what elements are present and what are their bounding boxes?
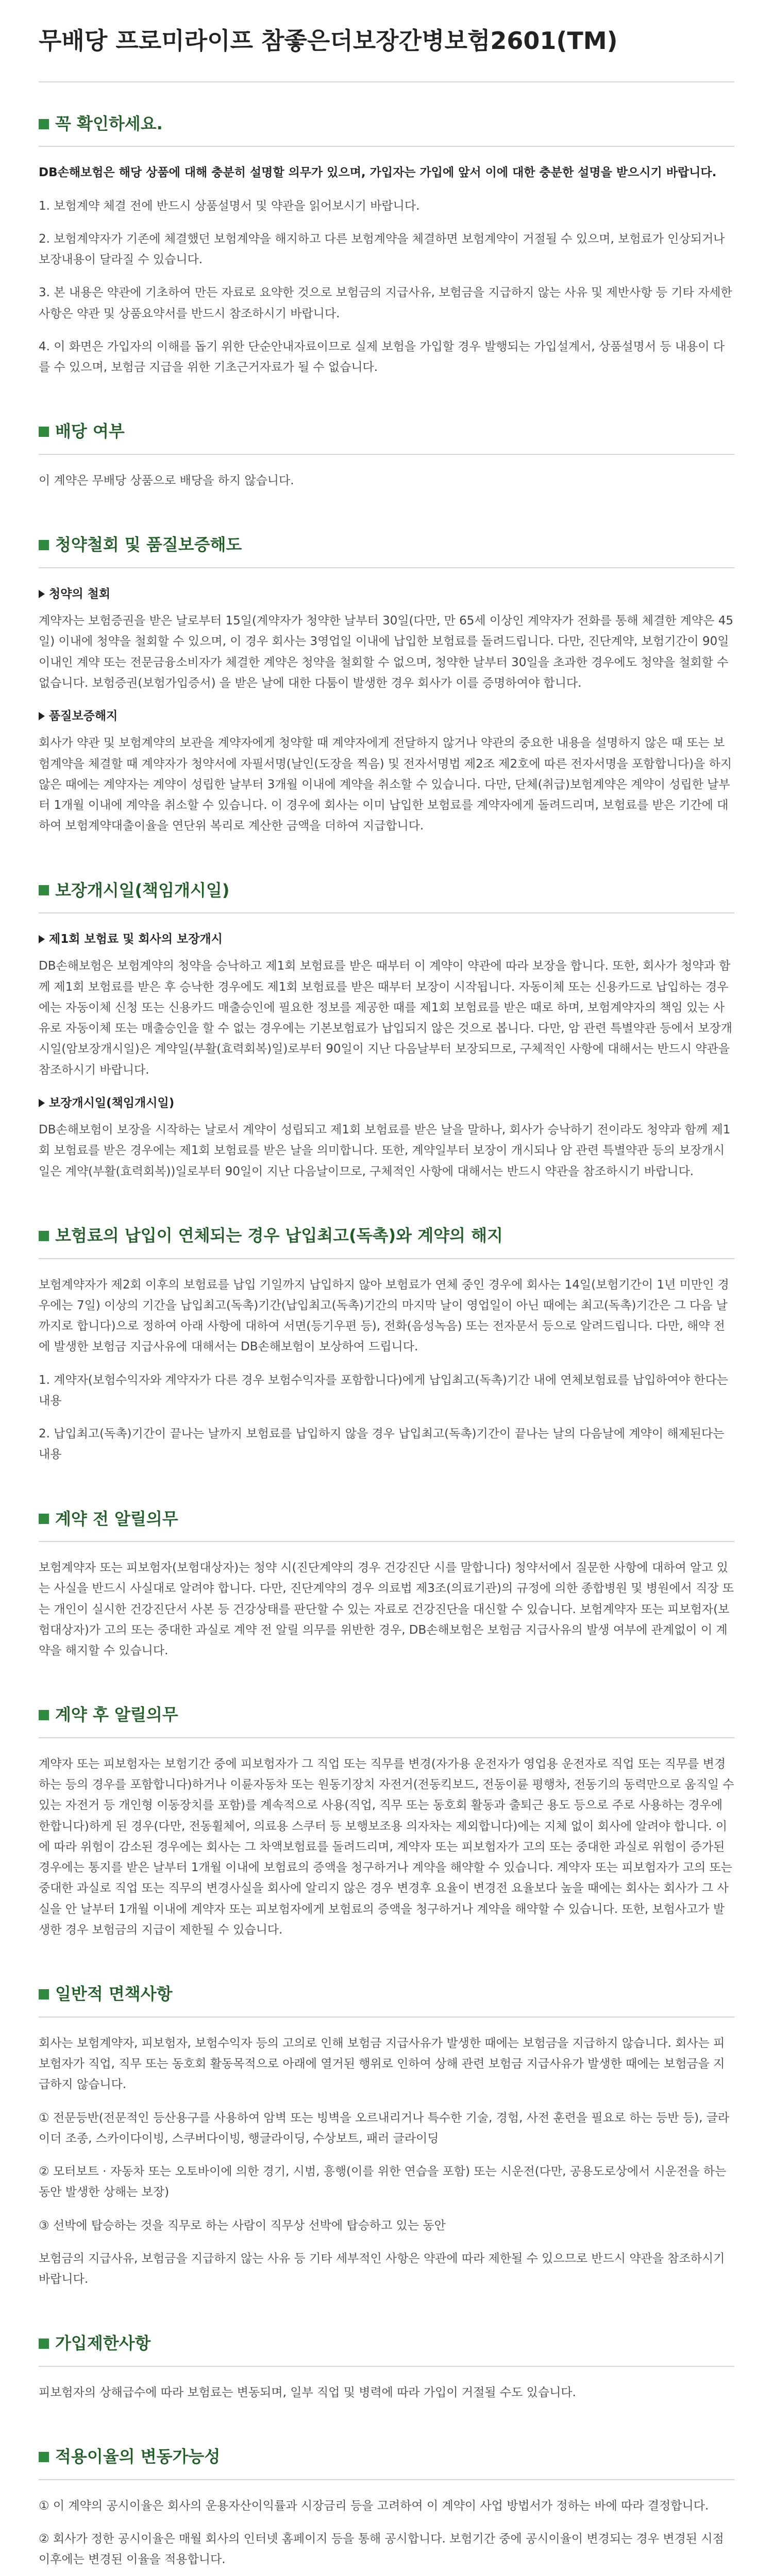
paragraph: DB손해보험은 보험계약의 청약을 승낙하고 제1회 보험료를 받은 때부터 이 계약이 약관에 따라 보장을 합니다. 또한, 회사가 청약과 함께 제1회 보험료를 받은 후 승낙한 경우에도 제1회 보험료를 받은 때부터 보장이 시작됩니다. 자동이체 또는 신용카드로 납입하는 경우에는 자동이체 신청 또는 신용카드 매출승인에 필요한 정보를 제공한 때를 제1회 보험료를 받은 때로 하며, 보험계약자의 책임 있는 사유로 자동이체 또는 매출승인을 할 수 없는 경우에는 기본보험료가 납입되지 않은 것으로 봅니다. 다만, 암 관련 특별약관 등에서 보장개시일(암보장개시일)은 계약일(부활(효력회복)일)로부터 90일이 지난 다음날부터 보장되므로, 구체적인 사항에 대해서는 반드시 약관을 참조하시기 바랍니다. <box>39 959 732 1077</box>
square-bullet-icon <box>39 119 49 129</box>
section-post-notice <box>39 1673 734 1940</box>
paragraph: DB손해보험은 해당 상품에 대해 충분히 설명할 의무가 있으며, 가입자는 가입에 앞서 이에 대한 충분한 설명을 받으시기 바랍니다. <box>39 166 717 180</box>
divider <box>39 1737 734 1738</box>
section-dividend <box>39 390 734 491</box>
paragraph: 1. 계약자(보험수익자와 계약자가 다른 경우 보험수익자를 포함합니다)에게 납입최고(독촉)기간 내에 연체보험료를 납입하여야 한다는 내용 <box>39 1373 729 1408</box>
divider <box>39 1258 734 1259</box>
paragraph: ① 전문등반(전문적인 등산용구를 사용하여 암벽 또는 빙벽을 오르내리거나 특수한 기술, 경험, 사전 훈련을 필요로 하는 등반 등), 글라이더 조종, 스카이다이빙, 스쿠버다이빙, 행글라이딩, 수상보트, 패러 글라이딩 <box>39 2111 730 2145</box>
section-title: 보험료의 납입이 연체되는 경우 납입최고(독촉)와 계약의 해지 <box>55 1225 503 1245</box>
square-bullet-icon <box>39 2452 49 2462</box>
sub-heading <box>39 706 734 726</box>
paragraph: ① 이 계약의 공시이율은 회사의 운용자산이익률과 시장금리 등을 고려하여 이 계약이 사업 방법서가 정하는 바에 따라 결정합니다. <box>39 2499 709 2513</box>
square-bullet-icon <box>39 1514 49 1524</box>
sub-heading <box>39 584 734 604</box>
paragraph: ③ 선박에 탑승하는 것을 직무로 하는 사람이 직무상 선박에 탑승하고 있는 동안 <box>39 2218 446 2232</box>
divider <box>39 567 734 568</box>
section-confirm <box>39 82 734 378</box>
section-title: 청약철회 및 품질보증해도 <box>55 535 242 555</box>
paragraph: 3. 본 내용은 약관에 기초하여 만든 자료로 요약한 것으로 보험금의 지급사유, 보험금을 지급하지 않는 사유 및 제반사항 등 기타 자세한 사항은 약관 및 상품요약서를 반드시 참조하시기 바랍니다. <box>39 286 732 320</box>
section-title: 꼭 확인하세요. <box>55 113 163 133</box>
section-head <box>39 2333 734 2354</box>
section-title: 계약 후 알릴의무 <box>55 1705 178 1725</box>
section-rate-change <box>39 2415 734 2570</box>
paragraph: ② 모터보트 · 자동차 또는 오토바이에 의한 경기, 시범, 흥행(이를 위한 연습을 포함) 또는 시운전(다만, 공용도로상에서 시운전을 하는 동안 발생한 상해는 보장) <box>39 2165 727 2199</box>
triangle-bullet-icon <box>39 1099 45 1107</box>
triangle-bullet-icon <box>39 590 45 598</box>
triangle-bullet-icon <box>39 712 45 720</box>
section-head <box>39 1704 734 1726</box>
divider <box>39 1541 734 1542</box>
section-withdrawal <box>39 503 734 836</box>
section-exemption <box>39 1953 734 2290</box>
paragraph: 2. 납입최고(독촉)기간이 끝나는 날까지 보험료를 납입하지 않을 경우 납입최고(독촉)기간이 끝나는 날의 다음날에 계약이 해제된다는 내용 <box>39 1427 725 1462</box>
section-title: 계약 전 알릴의무 <box>55 1509 178 1529</box>
section-head <box>39 880 734 902</box>
paragraph: 이 계약은 무배당 상품으로 배당을 하지 않습니다. <box>39 473 294 487</box>
section-title: 보장개시일(책임개시일) <box>55 880 230 900</box>
sub-heading-label: 보장개시일(책임개시일) <box>49 1096 175 1110</box>
divider <box>39 912 734 913</box>
paragraph: ② 회사가 정한 공시이율은 매월 회사의 인터넷 홈페이지 등을 통해 공시합니다. 보험기간 중에 공시이율이 변경되는 경우 변경된 시점 이후에는 변경된 이율을 적용합니다. <box>39 2532 724 2567</box>
section-head <box>39 2446 734 2468</box>
paragraph: 4. 이 화면은 가입자의 이해를 돕기 위한 단순안내자료이므로 실제 보험을 가입할 경우 발행되는 가입설계서, 상품설명서 등 내용이 다를 수 있으며, 보험금 지급을 위한 기초근거자료가 될 수 없습니다. <box>39 340 725 375</box>
sub-heading-label: 청약의 철회 <box>49 587 111 601</box>
paragraph: 보험계약자 또는 피보험자(보험대상자)는 청약 시(진단계약의 경우 건강진단 시를 말합니다) 청약서에서 질문한 사항에 대하여 알고 있는 사실을 반드시 사실대로 알려야 합니다. 다만, 진단계약의 경우 의료법 제3조(의료기관)의 규정에 의한 종합병원 및 병원에서 직장 또는 개인이 실시한 건강진단서 사본 등 건강상태를 판단할 수 있는 자료로 건강진단을 대신할 수 있습니다. 보험계약자 또는 피보험자(보험대상자)가 고의 또는 중대한 과실로 계약 전 알릴 의무를 위반한 경우, DB손해보험은 보험금 지급사유의 발생 여부에 관계없이 이 계약을 해지할 수 있습니다. <box>39 1561 734 1658</box>
square-bullet-icon <box>39 540 49 550</box>
page-title: 무배당 프로미라이프 참좋은더보장간병보험2601(TM) <box>39 21 734 82</box>
paragraph: DB손해보험이 보장을 시작하는 날로서 계약이 성립되고 제1회 보험료를 받은 날을 말하나, 회사가 승낙하기 전이라도 청약과 함께 제1회 보험료를 받은 경우에는 제1회 보험료를 받은 날을 의미합니다. 또한, 계약일부터 보장이 개시되나 암 관련 특별약관 등의 보장개시일은 계약(부활(효력회복))일로부터 90일이 지난 다음날이므로, 구체적인 사항에 대해서는 반드시 약관을 참조하시기 바랍니다. <box>39 1123 731 1178</box>
section-head <box>39 534 734 556</box>
divider <box>39 2479 734 2480</box>
paragraph: 보험계약자가 제2회 이후의 보험료를 납입 기일까지 납입하지 않아 보험료가 연체 중인 경우에 회사는 14일(보험기간이 1년 미만인 경우에는 7일) 이상의 기간을 납입최고(독촉)기간(납입최고(독촉)기간의 마지막 날이 영업일이 아닌 때에는 최고(독촉)기간은 그 다음 날까지로 합니다)으로 정하여 아래 사항에 대하여 서면(등기우편 등), 전화(음성녹음) 또는 전자문서 등으로 알려드립니다. 다만, 해약 전에 발생한 보험금 지급사유에 대해서는 DB손해보험이 보상하여 드립니다. <box>39 1278 729 1354</box>
square-bullet-icon <box>39 1989 49 1999</box>
section-lapse <box>39 1194 734 1465</box>
paragraph: 계약자 또는 피보험자는 보험기간 중에 피보험자가 그 직업 또는 직무를 변경(자가용 운전자가 영업용 운전자로 직업 또는 직무를 변경하는 등의 경우를 포함합니다)하거나 이륜자동차 또는 원동기장치 자전거(전동킥보드, 전동이륜 평행차, 전동기의 동력만으로 움직일 수 있는 자전거 등 개인형 이동장치를 포함)를 계속적으로 사용(직업, 직무 또는 동호회 활동과 출퇴근 용도 등으로 주로 사용하는 경우에 한합니다)하게 된 경우(다만, 전동휠체어, 의료용 스쿠터 등 보행보조용 의자차는 제외합니다)에는 지체 없이 회사에 알려야 합니다. 이에 따라 위험이 감소된 경우에는 회사는 그 차액보험료를 돌려드리며, 계약자 또는 피보험자가 고의 또는 중대한 과실로 위험이 증가된 경우에는 통지를 받은 날부터 1개월 이내에 보험료의 증액을 청구하거나 계약을 해약할 수 있습니다. 계약자 또는 피보험자가 고의 또는 중대한 과실로 직업 또는 직무의 변경사실을 회사에 알리지 않은 경우 변경후 요율이 변경전 요율보다 높을 때에는 회사는 회사가 그 사실을 안 날부터 1개월 이내에 계약자 또는 피보험자에게 보험료의 증액을 청구하거나 계약을 해약할 수 있습니다. 또한, 보험사고가 발생한 경우 보험금의 지급이 제한될 수 있습니다. <box>39 1757 734 1937</box>
sub-heading <box>39 929 734 950</box>
section-title: 일반적 면책사항 <box>55 1984 173 2004</box>
sub-heading-label: 품질보증해지 <box>49 709 118 723</box>
triangle-bullet-icon <box>39 935 45 943</box>
paragraph: 1. 보험계약 체결 전에 반드시 상품설명서 및 약관을 읽어보시기 바랍니다. <box>39 199 420 213</box>
section-head <box>39 1509 734 1530</box>
square-bullet-icon <box>39 1231 49 1241</box>
section-head <box>39 1984 734 2005</box>
paragraph: 보험금의 지급사유, 보험금을 지급하지 않는 사유 등 기타 세부적인 사항은 약관에 따라 제한될 수 있으므로 반드시 약관을 참조하시기 바랍니다. <box>39 2251 725 2286</box>
paragraph: 회사는 보험계약자, 피보험자, 보험수익자 등의 고의로 인해 보험금 지급사유가 발생한 때에는 보험금을 지급하지 않습니다. 회사는 피보험자가 직업, 직무 또는 동호회 활동목적으로 아래에 열거된 행위로 인하여 상해 관련 보험금 지급사유가 발생한 때에는 보험금을 지급하지 않습니다. <box>39 2036 725 2092</box>
paragraph: 계약자는 보험증권을 받은 날로부터 15일(계약자가 청약한 날부터 30일(다만, 만 65세 이상인 계약자가 전화를 통해 체결한 계약은 45일) 이내에 청약을 철회할 수 있으며, 이 경우 회사는 3영업일 이내에 납입한 보험료를 돌려드립니다. 다만, 진단계약, 보험기간이 90일 이내인 계약 또는 전문금융소비자가 체결한 계약은 청약을 철회할 수 없으며, 청약한 날부터 30일을 초과한 경우에도 청약을 철회할 수 없습니다. 보험증권(보험가입증서) 을 받은 날에 대한 다툼이 발생한 경우 회사가 이를 증명하여야 합니다. <box>39 614 733 690</box>
divider <box>39 2016 734 2018</box>
section-head <box>39 1225 734 1247</box>
sub-heading-label: 제1회 보험료 및 회사의 보장개시 <box>49 933 223 946</box>
section-head <box>39 113 734 135</box>
square-bullet-icon <box>39 427 49 437</box>
section-title: 배당 여부 <box>55 421 125 442</box>
square-bullet-icon <box>39 885 49 895</box>
paragraph: 2. 보험계약자가 기존에 체결했던 보험계약을 해지하고 다른 보험계약을 체결하면 보험계약이 거절될 수 있으며, 보험료가 인상되거나 보장내용이 달라질 수 있습니다. <box>39 232 725 267</box>
section-coverage <box>39 849 734 1182</box>
sub-heading <box>39 1093 734 1113</box>
divider <box>39 146 734 147</box>
divider <box>39 454 734 455</box>
section-reject <box>39 2302 734 2403</box>
paragraph: 회사가 약관 및 보험계약의 보관을 계약자에게 청약할 때 계약자에게 전달하지 않거나 약관의 중요한 내용을 설명하지 않은 때 또는 보험계약을 체결할 때 계약자가 청약서에 자필서명(날인(도장을 찍음) 및 전자서명법 제2조 제2호에 따른 전자서명을 포함합니다)을 하지 않은 때에는 계약자는 계약이 성립한 날부터 3개월 이내에 계약을 취소할 수 있습니다. 다만, 단체(취급)보험계약은 계약이 성립한 날부터 1개월 이내에 계약을 취소할 수 있습니다. 이 경우에 회사는 이미 납입한 보험료를 계약자에게 돌려드리며, 보험료를 받은 기간에 대하여 보험계약대출이율을 연단위 복리로 계산한 금액을 더하여 지급합니다. <box>39 736 732 833</box>
section-head <box>39 421 734 443</box>
section-title: 적용이율의 변동가능성 <box>55 2447 221 2467</box>
section-pre-notice <box>39 1478 734 1662</box>
section-title: 가입제한사항 <box>55 2333 151 2353</box>
square-bullet-icon <box>39 1710 49 1720</box>
divider <box>39 2366 734 2367</box>
paragraph: 피보험자의 상해급수에 따라 보험료는 변동되며, 일부 직업 및 병력에 따라 가입이 거절될 수도 있습니다. <box>39 2385 576 2399</box>
square-bullet-icon <box>39 2338 49 2349</box>
